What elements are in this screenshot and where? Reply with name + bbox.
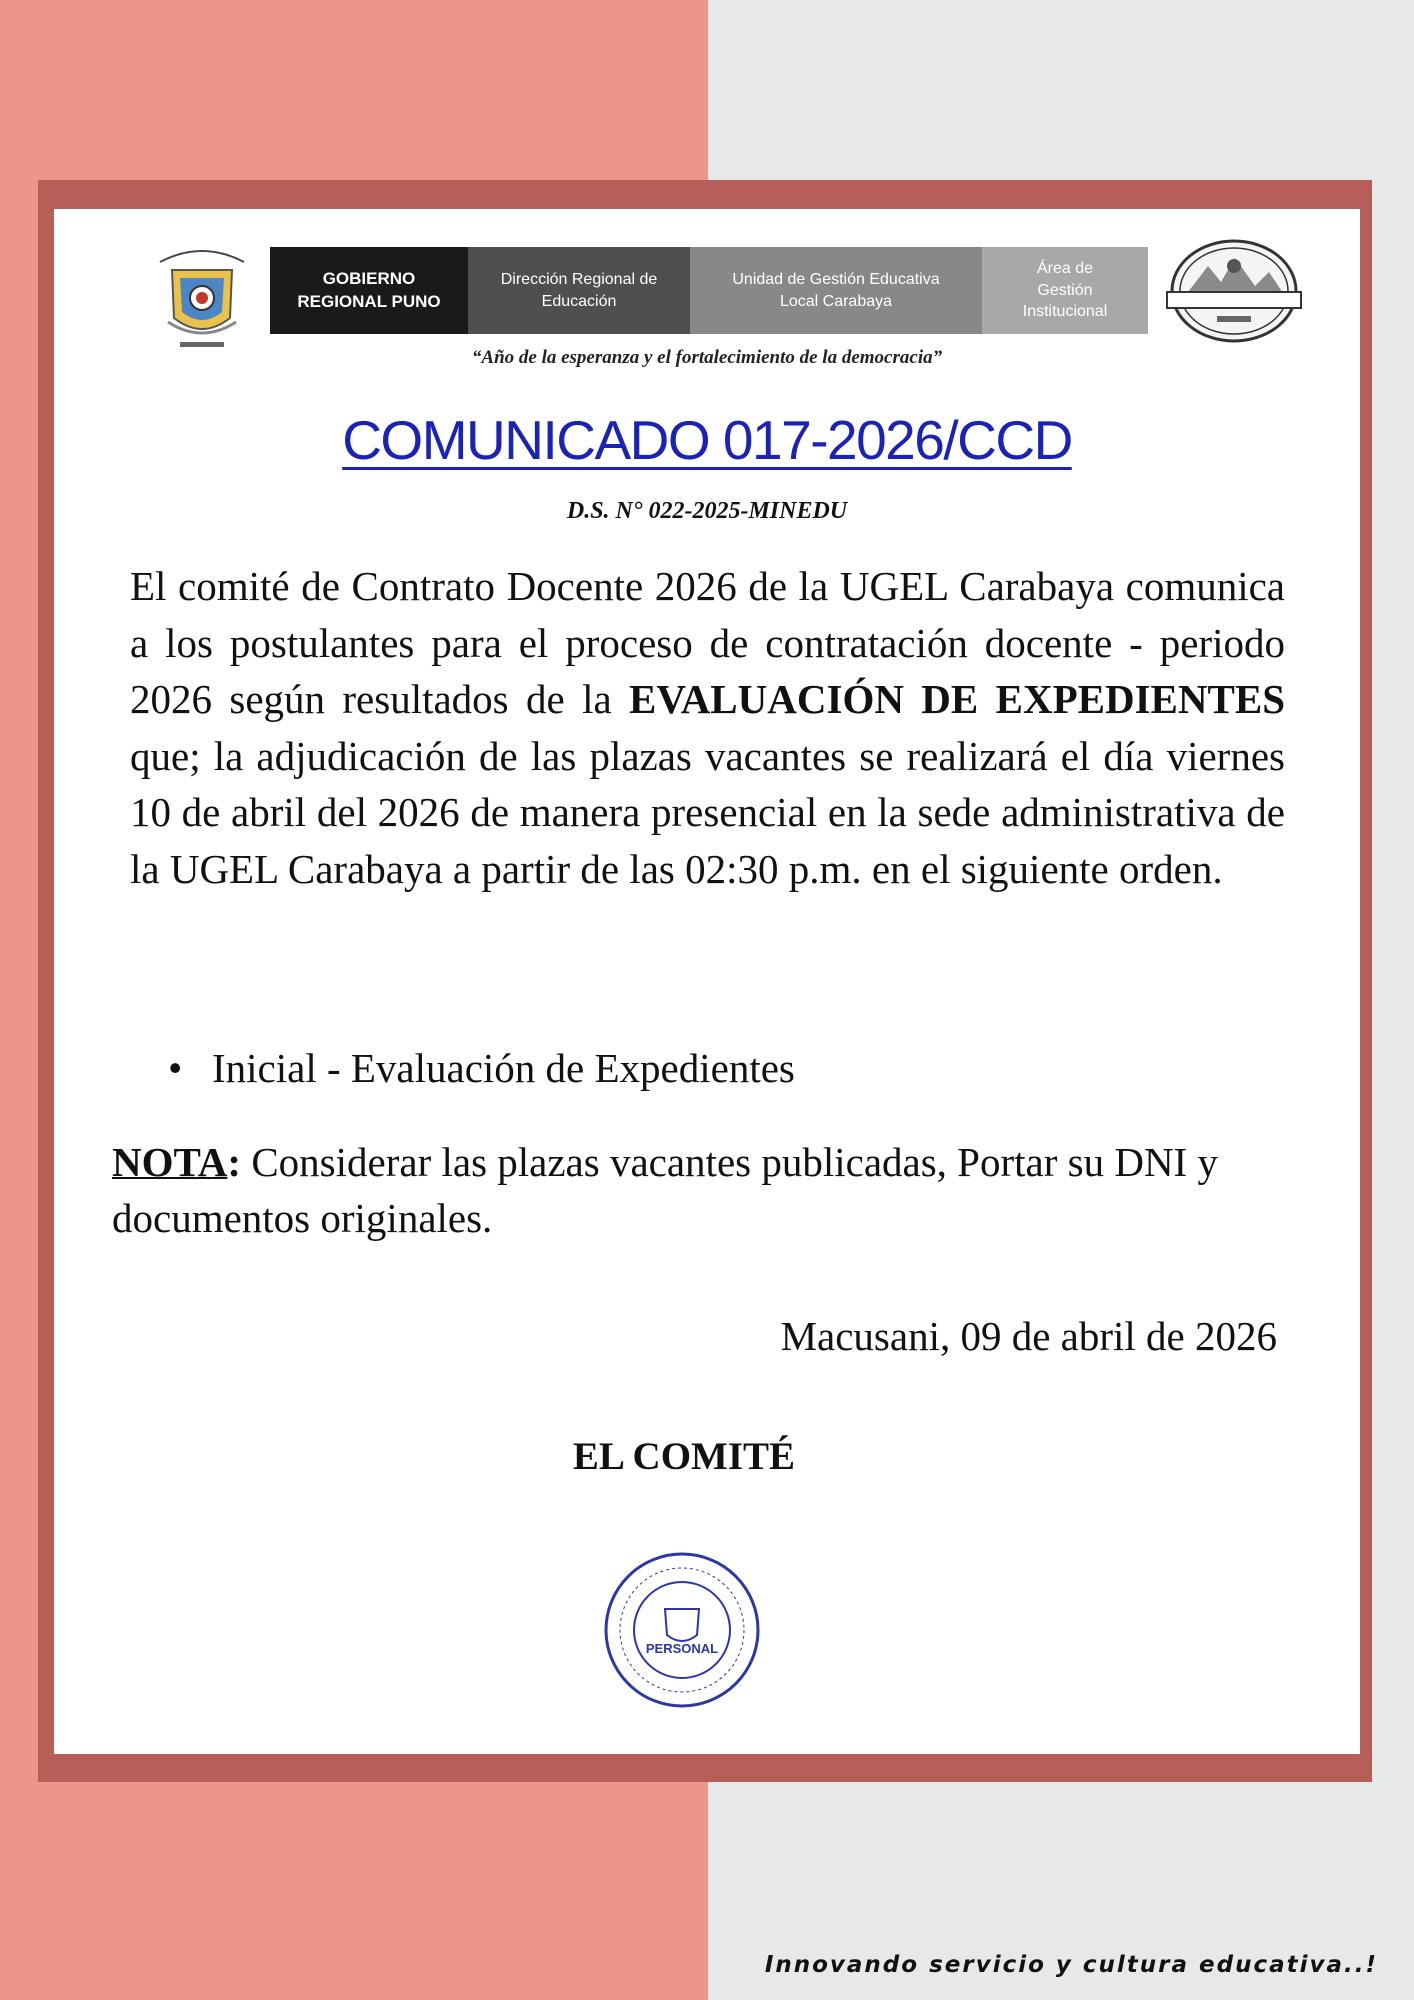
decree-reference: D.S. N° 022-2025-MINEDU [566,498,848,524]
note-paragraph [112,1134,1292,1246]
note-text: Considerar las plazas vacantes publicadas, Portar su DNI y documentos originales. [112,1139,1218,1241]
body-text-part-1: El comité de Contrato Docente 2026 de la UGEL Carabaya comunica a los postulantes para el proceso de contratación docente - periodo 2026 según resultados de la [130,563,1285,722]
signature-committee: EL COMITÉ [572,1435,796,1478]
body-text-part-2: que; la adjudicación de las plazas vacantes se realizará el día viernes 10 de abril del 2026 de manera presencial en la sede administrativa de la UGEL Carabaya a partir de las 02:30 p.m. en el siguiente orden. [130,732,1285,892]
institution-banner [270,247,1148,334]
official-year-motto: “Año de la esperanza y el fortalecimiento de la democracia” [471,347,943,368]
list-item-label: Inicial - Evaluación de Expedientes [212,1045,795,1091]
banner-direccion-regional: Dirección Regional de Educación [468,247,690,334]
note-colon: : [227,1139,242,1185]
body-text-emphasis: EVALUACIÓN DE EXPEDIENTES [629,676,1285,722]
document-title: COMUNICADO 017-2026/CCD [342,409,1072,471]
seal-label: PERSONAL [645,1641,719,1656]
banner-gobierno-regional: GOBIERNO REGIONAL PUNO [270,247,468,334]
bullet-icon: • [168,1045,183,1091]
place-and-date: Macusani, 09 de abril de 2026 [780,1313,1277,1359]
ugel-carabaya-logo-icon [1163,236,1305,346]
official-stamp-seal-icon [603,1551,761,1709]
list-item [168,1044,795,1092]
communique-body [130,558,1285,897]
note-label: NOTA [112,1139,228,1185]
order-list [168,1044,795,1092]
banner-area-gestion: Área de Gestión Institucional [982,247,1148,334]
footer-tagline: Innovando servicio y cultura educativa..! [764,1952,1378,1978]
gobierno-regional-puno-crest-icon [150,240,254,352]
banner-ugel: Unidad de Gestión Educativa Local Carabaya [690,247,982,334]
